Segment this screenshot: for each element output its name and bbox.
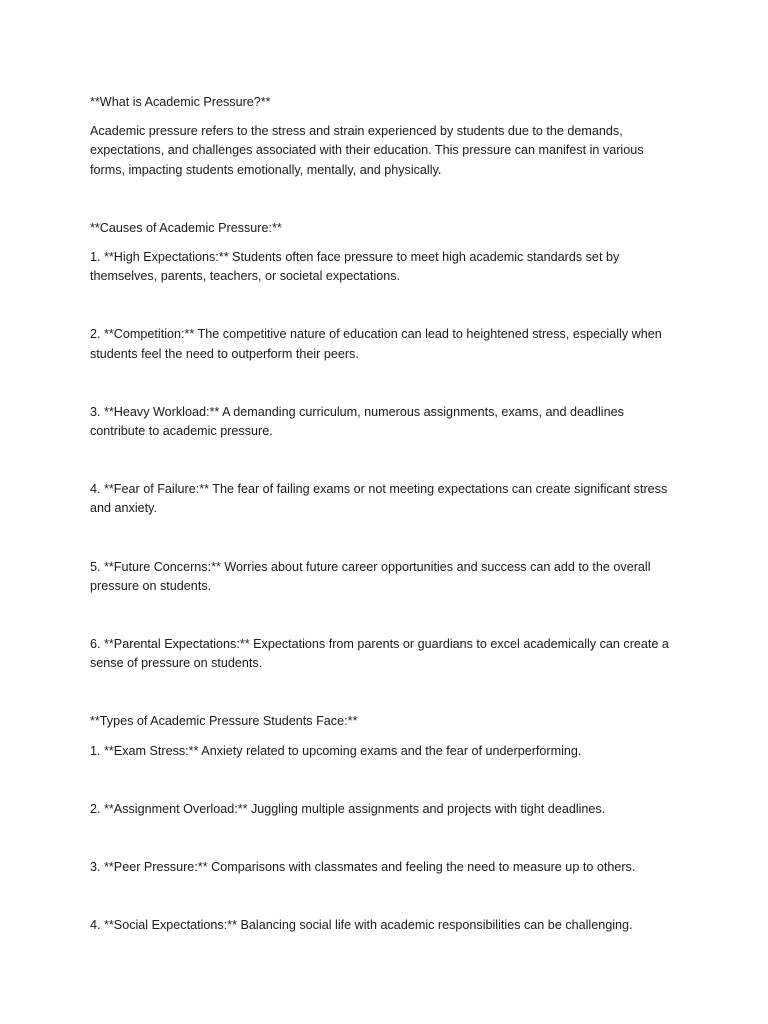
section-heading-types: **Types of Academic Pressure Students Face:** xyxy=(90,714,358,729)
cause-item-4: 4. **Fear of Failure:** The fear of failing exams or not meeting expectations can create significant stress and anxiety. xyxy=(90,482,668,516)
intro-paragraph: Academic pressure refers to the stress and strain experienced by students due to the demands, expectations, and challenges associated with their education. This pressure can manifest in various forms, impacting students emotionally, mentally, and physically. xyxy=(90,124,644,177)
type-item-2: 2. **Assignment Overload:** Juggling multiple assignments and projects with tight deadlines. xyxy=(90,801,606,816)
section-heading-what-is: **What is Academic Pressure?** xyxy=(90,95,271,109)
document-body xyxy=(90,93,680,935)
cause-item-6: 6. **Parental Expectations:** Expectations from parents or guardians to excel academically can create a sense of pressure on students. xyxy=(90,637,669,671)
cause-item-1: 1. **High Expectations:** Students often face pressure to meet high academic standards set by themselves, parents, teachers, or societal expectations. xyxy=(90,250,620,284)
cause-item-5: 5. **Future Concerns:** Worries about future career opportunities and success can add to the overall pressure on students. xyxy=(90,559,651,593)
cause-item-2: 2. **Competition:** The competitive nature of education can lead to heightened stress, especially when students feel the need to outperform their peers. xyxy=(90,327,662,361)
type-item-3: 3. **Peer Pressure:** Comparisons with classmates and feeling the need to measure up to others. xyxy=(90,860,636,875)
section-heading-causes: **Causes of Academic Pressure:** xyxy=(90,220,282,235)
cause-item-3: 3. **Heavy Workload:** A demanding curriculum, numerous assignments, exams, and deadlines contribute to academic pressure. xyxy=(90,404,624,439)
type-item-4: 4. **Social Expectations:** Balancing social life with academic responsibilities can be challenging. xyxy=(90,918,633,933)
type-item-1: 1. **Exam Stress:** Anxiety related to upcoming exams and the fear of underperforming. xyxy=(90,743,582,758)
